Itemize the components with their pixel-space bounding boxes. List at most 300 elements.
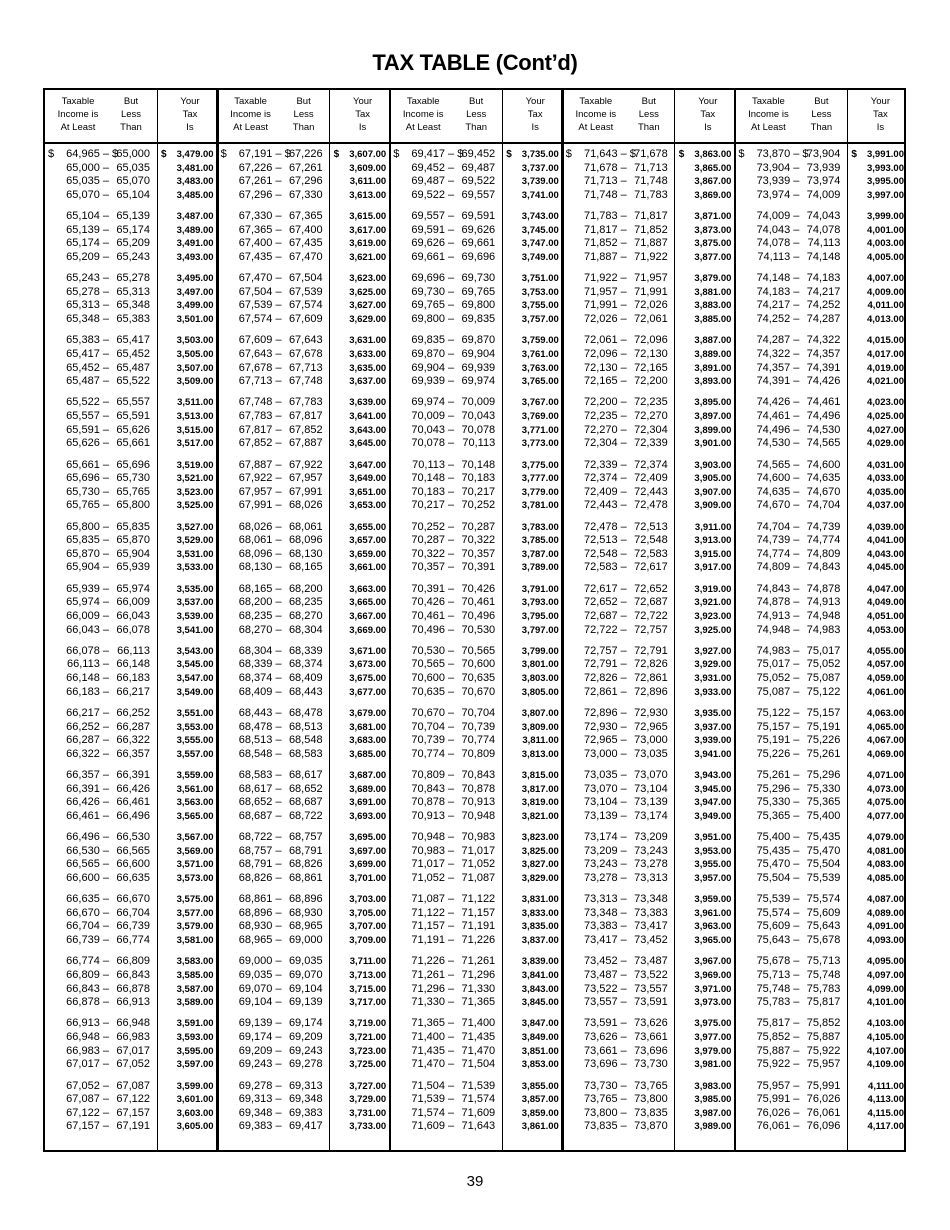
tax-amount: 4,059.00 <box>867 673 904 684</box>
income-less-than: 65,939 <box>116 561 150 574</box>
income-less-than: 71,574 <box>461 1093 496 1106</box>
income-at-least: 70,496 – <box>411 623 455 636</box>
income-at-least: 73,870 – <box>756 148 800 160</box>
table-row <box>563 747 736 762</box>
income-less-than: 72,235 <box>634 396 668 409</box>
income-less-than: 72,339 <box>634 437 668 450</box>
tax-amount: 3,863.00 <box>694 149 732 160</box>
income-less-than: 69,904 <box>461 347 496 360</box>
income-at-least: 67,435 – <box>238 250 282 263</box>
tax-amount: 3,761.00 <box>521 348 559 360</box>
income-at-least: 73,313 – <box>583 893 627 906</box>
income-less-than: 66,913 <box>116 996 150 1009</box>
tax-amount: 3,479.00 <box>176 149 214 160</box>
income-at-least: 67,713 – <box>238 375 282 388</box>
tax-amount: 3,667.00 <box>349 610 387 622</box>
income-at-least: 74,461 – <box>756 410 800 422</box>
tax-amount: 3,777.00 <box>521 473 559 485</box>
income-at-least: 74,391 – <box>756 375 800 388</box>
income-at-least: 73,278 – <box>583 871 627 884</box>
income-less-than: 71,435 <box>461 1031 496 1043</box>
income-less-than: 71,330 <box>461 982 496 995</box>
income-at-least: 75,609 – <box>756 920 800 933</box>
income-less-than: 73,313 <box>634 871 668 884</box>
tax-amount: 3,799.00 <box>521 645 559 657</box>
tax-amount: 3,723.00 <box>349 1045 387 1057</box>
tax-amount: 4,013.00 <box>867 314 904 325</box>
income-at-least: 70,565 – <box>411 658 455 671</box>
income-less-than: 75,400 <box>806 809 841 822</box>
income-less-than: 74,635 <box>806 472 841 485</box>
income-less-than: 71,052 <box>461 858 496 871</box>
tax-amount: 3,581.00 <box>176 935 214 946</box>
income-at-least: 74,496 – <box>756 423 800 436</box>
income-less-than: 70,774 <box>461 734 496 747</box>
income-at-least: 66,809 – <box>66 968 109 981</box>
income-at-least: 68,548 – <box>238 747 282 760</box>
tax-amount: 3,775.00 <box>521 459 559 471</box>
income-at-least: 74,113 – <box>757 250 800 263</box>
income-at-least: 69,070 – <box>238 982 282 995</box>
tax-amount: 3,603.00 <box>176 1107 214 1119</box>
income-at-least: 75,365 – <box>756 809 800 822</box>
tax-amount: 3,943.00 <box>694 770 732 781</box>
income-at-least: 68,061 – <box>238 534 282 547</box>
tax-amount: 3,699.00 <box>349 859 387 871</box>
income-less-than: 68,235 <box>288 596 323 609</box>
income-at-least: 74,148 – <box>756 272 800 285</box>
tax-amount: 3,639.00 <box>349 397 387 409</box>
income-less-than: 73,348 <box>634 893 668 906</box>
income-less-than: 73,278 <box>634 858 668 871</box>
income-less-than: 65,696 <box>116 458 150 471</box>
income-at-least: 75,539 – <box>756 893 800 906</box>
tax-amount: 3,721.00 <box>349 1032 387 1043</box>
income-less-than: 74,983 <box>806 623 841 636</box>
income-at-least: 75,504 – <box>756 871 800 884</box>
table-row <box>563 312 736 327</box>
income-at-least: 71,330 – <box>411 996 455 1009</box>
income-less-than: 68,409 <box>288 672 323 684</box>
tax-amount: 4,055.00 <box>867 645 904 657</box>
income-less-than: 70,357 <box>461 547 496 560</box>
income-less-than: 71,539 <box>461 1079 496 1092</box>
income-at-least: 72,409 – <box>583 485 627 498</box>
income-at-least: 64,965 – <box>66 148 109 160</box>
tax-amount: 3,815.00 <box>521 770 559 781</box>
currency-symbol: $ <box>802 148 809 160</box>
income-less-than: 72,965 <box>634 720 668 733</box>
tax-amount: 3,813.00 <box>521 748 559 760</box>
income-less-than: 75,365 <box>806 796 841 809</box>
income-less-than: 71,643 <box>461 1120 496 1133</box>
income-at-least: 68,200 – <box>238 596 282 609</box>
income-less-than: 75,887 <box>806 1031 841 1043</box>
income-less-than: 71,157 <box>461 906 496 919</box>
income-less-than: 66,600 <box>116 858 150 871</box>
income-less-than: 66,983 <box>116 1031 150 1043</box>
income-at-least: 74,009 – <box>756 210 800 223</box>
table-row <box>390 747 563 762</box>
income-at-least: 70,461 – <box>411 609 455 622</box>
income-at-least: 69,835 – <box>411 334 455 347</box>
income-less-than: 74,913 <box>806 596 841 609</box>
table-row <box>563 933 736 948</box>
income-less-than: 68,861 <box>288 871 323 884</box>
income-less-than: 70,739 <box>461 720 496 733</box>
income-less-than: 72,583 <box>634 547 668 560</box>
tax-amount: 3,821.00 <box>521 810 559 822</box>
tax-amount: 3,783.00 <box>521 521 559 533</box>
income-at-least: 73,661 – <box>583 1044 627 1057</box>
income-at-least: 66,739 – <box>66 934 109 946</box>
income-less-than: 68,583 <box>288 747 323 760</box>
income-at-least: 70,530 – <box>411 644 455 657</box>
header-less-than: But Less Than <box>637 96 660 133</box>
income-less-than: 75,852 <box>806 1017 841 1030</box>
income-at-least: 66,009 – <box>66 609 109 622</box>
tax-amount: 3,965.00 <box>694 935 732 946</box>
tax-amount: 3,647.00 <box>349 459 387 471</box>
income-less-than: 65,974 <box>116 582 150 595</box>
tax-amount: 4,087.00 <box>867 894 904 906</box>
income-at-least: 69,591 – <box>411 223 455 236</box>
income-at-least: 66,635 – <box>66 893 109 906</box>
tax-amount: 3,889.00 <box>694 348 732 360</box>
income-at-least: 74,530 – <box>756 437 800 450</box>
income-at-least: 73,800 – <box>583 1106 627 1119</box>
income-at-least: 72,513 – <box>583 534 627 547</box>
income-at-least: 70,739 – <box>411 734 455 747</box>
income-less-than: 72,270 <box>634 410 668 422</box>
income-less-than: 67,191 <box>116 1120 150 1133</box>
tax-amount: 3,803.00 <box>521 673 559 684</box>
tax-amount: 4,115.00 <box>867 1107 904 1119</box>
table-row <box>390 498 563 513</box>
tax-amount: 3,837.00 <box>521 935 559 946</box>
tax-amount: 3,745.00 <box>521 224 559 236</box>
income-at-least: 70,183 – <box>411 485 455 498</box>
tax-amount: 3,899.00 <box>694 424 732 436</box>
tax-amount: 3,623.00 <box>349 273 387 285</box>
tax-amount: 3,977.00 <box>694 1032 732 1043</box>
income-less-than: 70,426 <box>461 582 496 595</box>
income-less-than: 74,217 <box>806 285 841 298</box>
income-at-least: 70,670 – <box>411 706 455 719</box>
income-less-than: 68,026 <box>288 499 323 512</box>
income-less-than: 66,809 <box>116 955 150 968</box>
header-rule <box>45 142 904 144</box>
income-at-least: 69,452 – <box>411 161 455 174</box>
income-less-than: 67,365 <box>288 210 323 223</box>
tax-amount: 3,489.00 <box>176 224 214 236</box>
income-at-least: 69,417 – <box>411 148 455 160</box>
income-at-least: 73,696 – <box>583 1058 627 1071</box>
tax-amount: 3,593.00 <box>176 1032 214 1043</box>
income-less-than: 67,887 <box>288 437 323 450</box>
income-at-least: 70,774 – <box>411 747 455 760</box>
income-at-least: 68,965 – <box>238 934 282 946</box>
income-less-than: 66,078 <box>116 623 150 636</box>
income-at-least: 66,148 – <box>66 672 109 684</box>
income-at-least: 71,574 – <box>411 1106 455 1119</box>
income-less-than: 65,452 <box>116 347 150 360</box>
tax-amount: 3,719.00 <box>349 1018 387 1030</box>
tax-amount: 3,669.00 <box>349 624 387 636</box>
income-at-least: 72,722 – <box>583 623 627 636</box>
income-at-least: 71,504 – <box>411 1079 455 1092</box>
income-at-least: 66,252 – <box>66 720 109 733</box>
tax-amount: 3,521.00 <box>176 473 214 485</box>
income-less-than: 75,643 <box>806 920 841 933</box>
currency-symbol: $ <box>851 149 857 160</box>
income-less-than: 65,000 <box>116 148 150 160</box>
tax-amount: 3,805.00 <box>521 686 559 698</box>
tax-amount: 3,971.00 <box>694 983 732 995</box>
table-row <box>390 933 563 948</box>
income-less-than: 72,548 <box>634 534 668 547</box>
tax-amount: 3,753.00 <box>521 286 559 298</box>
tax-amount: 3,881.00 <box>694 286 732 298</box>
income-less-than: 67,435 <box>288 237 323 250</box>
income-less-than: 69,765 <box>461 285 496 298</box>
income-at-least: 71,087 – <box>411 893 455 906</box>
income-at-least: 65,209 – <box>66 250 109 263</box>
currency-symbol: $ <box>112 148 119 160</box>
income-less-than: 70,461 <box>461 596 496 609</box>
income-less-than: 71,678 <box>634 148 668 160</box>
tax-amount: 3,621.00 <box>349 251 387 263</box>
income-less-than: 74,774 <box>806 534 841 547</box>
income-less-than: 72,930 <box>634 706 668 719</box>
income-at-least: 68,165 – <box>238 582 282 595</box>
income-less-than: 73,939 <box>806 161 841 174</box>
income-less-than: 74,287 <box>806 313 841 325</box>
income-at-least: 75,887 – <box>756 1044 800 1057</box>
income-at-least: 75,017 – <box>756 658 800 671</box>
income-at-least: 65,348 – <box>66 313 109 325</box>
income-at-least: 70,009 – <box>411 410 455 422</box>
income-at-least: 71,400 – <box>411 1031 455 1043</box>
income-less-than: 66,148 <box>116 658 150 671</box>
income-at-least: 71,261 – <box>411 968 455 981</box>
income-at-least: 74,983 – <box>756 644 800 657</box>
income-less-than: 66,357 <box>116 747 150 760</box>
table-row <box>218 188 391 203</box>
tax-amount: 3,517.00 <box>176 438 214 450</box>
income-at-least: 67,609 – <box>238 334 282 347</box>
income-less-than: 74,530 <box>806 423 841 436</box>
income-at-least: 65,696 – <box>66 472 109 485</box>
income-at-least: 73,209 – <box>583 844 627 857</box>
table-row <box>735 312 908 327</box>
tax-amount: 3,959.00 <box>694 894 732 906</box>
income-at-least: 66,913 – <box>66 1017 109 1030</box>
tax-amount: 3,769.00 <box>521 411 559 422</box>
tax-amount: 3,795.00 <box>521 610 559 622</box>
tax-amount: 3,529.00 <box>176 535 214 547</box>
income-at-least: 75,574 – <box>756 906 800 919</box>
tax-amount: 3,645.00 <box>349 438 387 450</box>
table-row <box>45 1119 218 1134</box>
tax-amount: 3,685.00 <box>349 748 387 760</box>
income-at-least: 66,322 – <box>66 747 109 760</box>
income-at-least: 68,583 – <box>238 769 282 781</box>
tax-amount: 3,809.00 <box>521 721 559 733</box>
income-at-least: 73,591 – <box>583 1017 627 1030</box>
tax-amount: 3,629.00 <box>349 314 387 325</box>
tax-amount: 3,903.00 <box>694 459 732 471</box>
tax-amount: 3,875.00 <box>694 238 732 250</box>
table-row <box>218 685 391 700</box>
income-at-least: 68,791 – <box>238 858 282 871</box>
income-less-than: 75,191 <box>806 720 841 733</box>
income-less-than: 75,748 <box>806 968 841 981</box>
income-less-than: 69,696 <box>461 250 496 263</box>
income-less-than: 73,696 <box>634 1044 668 1057</box>
tax-amount: 3,973.00 <box>694 997 732 1009</box>
tax-amount: 3,525.00 <box>176 500 214 512</box>
income-at-least: 66,843 – <box>66 982 109 995</box>
income-at-least: 75,783 – <box>756 996 800 1009</box>
income-at-least: 67,574 – <box>238 313 282 325</box>
income-at-least: 70,113 – <box>412 458 455 471</box>
table-row <box>735 747 908 762</box>
income-less-than: 70,913 <box>461 796 496 809</box>
income-less-than: 75,017 <box>806 644 841 657</box>
income-at-least: 65,904 – <box>66 561 109 574</box>
tax-amount: 4,077.00 <box>867 810 904 822</box>
income-less-than: 67,713 <box>288 361 323 374</box>
table-row <box>218 747 391 762</box>
income-at-least: 70,704 – <box>411 720 455 733</box>
income-at-least: 71,539 – <box>411 1093 455 1106</box>
income-at-least: 66,670 – <box>66 906 109 919</box>
income-less-than: 71,226 <box>461 934 496 946</box>
tax-amount: 3,763.00 <box>521 362 559 374</box>
income-less-than: 67,643 <box>288 334 323 347</box>
income-at-least: 74,774 – <box>756 547 800 560</box>
income-at-least: 67,330 – <box>238 210 282 223</box>
income-at-least: 71,817 – <box>583 223 627 236</box>
income-at-least: 75,226 – <box>756 747 800 760</box>
table-row <box>735 374 908 389</box>
tax-amount: 3,925.00 <box>694 624 732 636</box>
income-less-than: 67,504 <box>288 272 323 285</box>
income-less-than: 68,826 <box>288 858 323 871</box>
currency-symbol: $ <box>393 148 400 160</box>
tax-amount: 3,895.00 <box>694 397 732 409</box>
tax-amount: 3,557.00 <box>176 748 214 760</box>
income-less-than: 66,287 <box>116 720 150 733</box>
page-title: TAX TABLE (Cont’d) <box>372 50 578 75</box>
income-at-least: 69,487 – <box>411 175 455 188</box>
income-at-least: 75,643 – <box>756 934 800 946</box>
table-row <box>45 685 218 700</box>
income-at-least: 71,157 – <box>411 920 455 933</box>
income-less-than: 67,748 <box>288 375 323 388</box>
tax-amount: 3,555.00 <box>176 735 214 747</box>
income-less-than: 71,087 <box>461 871 496 884</box>
tax-amount: 4,069.00 <box>867 748 904 760</box>
tax-amount: 3,887.00 <box>694 335 732 347</box>
tax-amount: 3,601.00 <box>176 1094 214 1106</box>
tax-amount: 4,071.00 <box>867 770 904 781</box>
currency-symbol: $ <box>565 148 572 160</box>
table-row <box>735 188 908 203</box>
income-less-than: 66,530 <box>116 831 150 844</box>
tax-amount: 3,713.00 <box>349 969 387 981</box>
income-less-than: 68,270 <box>288 609 323 622</box>
income-less-than: 70,078 <box>461 423 496 436</box>
tax-amount: 3,963.00 <box>694 921 732 933</box>
income-at-least: 65,417 – <box>66 347 109 360</box>
income-less-than: 72,513 <box>634 520 668 533</box>
tax-amount: 3,923.00 <box>694 610 732 622</box>
income-at-least: 67,400 – <box>238 237 282 250</box>
table-row <box>390 560 563 575</box>
income-less-than: 73,487 <box>634 955 668 968</box>
tax-amount: 3,825.00 <box>521 845 559 857</box>
table-row <box>218 623 391 638</box>
income-less-than: 75,052 <box>806 658 841 671</box>
tax-amount: 4,047.00 <box>867 583 904 595</box>
tax-amount: 3,755.00 <box>521 300 559 312</box>
tax-amount: 3,631.00 <box>349 335 387 347</box>
tax-amount: 3,951.00 <box>694 832 732 844</box>
tax-amount: 3,691.00 <box>349 797 387 809</box>
income-at-least: 66,217 – <box>66 706 109 719</box>
income-less-than: 69,383 <box>288 1106 323 1119</box>
table-row <box>390 809 563 824</box>
income-at-least: 67,226 – <box>238 161 282 174</box>
income-less-than: 69,035 <box>288 955 323 968</box>
tax-amount: 4,043.00 <box>867 548 904 560</box>
table-row <box>45 312 218 327</box>
income-at-least: 71,470 – <box>411 1058 455 1071</box>
income-less-than: 72,096 <box>634 334 668 347</box>
income-at-least: 72,304 – <box>583 437 627 450</box>
table-row <box>45 498 218 513</box>
income-less-than: 71,470 <box>461 1044 496 1057</box>
income-at-least: 66,565 – <box>66 858 109 871</box>
income-at-least: 67,678 – <box>238 361 282 374</box>
income-less-than: 73,800 <box>634 1093 668 1106</box>
income-less-than: 74,704 <box>806 499 841 512</box>
table-row <box>390 995 563 1010</box>
income-at-least: 69,974 – <box>411 396 455 409</box>
tax-amount: 3,659.00 <box>349 548 387 560</box>
table-row <box>735 809 908 824</box>
income-at-least: 65,383 – <box>66 334 109 347</box>
income-at-least: 72,096 – <box>583 347 627 360</box>
tax-amount: 4,053.00 <box>867 624 904 636</box>
income-at-least: 69,243 – <box>238 1058 282 1071</box>
income-at-least: 71,643 – <box>583 148 627 160</box>
income-at-least: 66,287 – <box>66 734 109 747</box>
income-at-least: 72,061 – <box>583 334 627 347</box>
tax-amount: 3,501.00 <box>176 314 214 325</box>
tax-amount: 3,773.00 <box>521 438 559 450</box>
income-at-least: 75,330 – <box>756 796 800 809</box>
income-at-least: 66,530 – <box>66 844 109 857</box>
income-at-least: 73,035 – <box>583 769 627 781</box>
tax-amount: 3,575.00 <box>176 894 214 906</box>
income-less-than: 66,496 <box>116 809 150 822</box>
tax-amount: 3,591.00 <box>176 1018 214 1030</box>
table-row <box>45 871 218 886</box>
tax-amount: 3,839.00 <box>521 956 559 968</box>
